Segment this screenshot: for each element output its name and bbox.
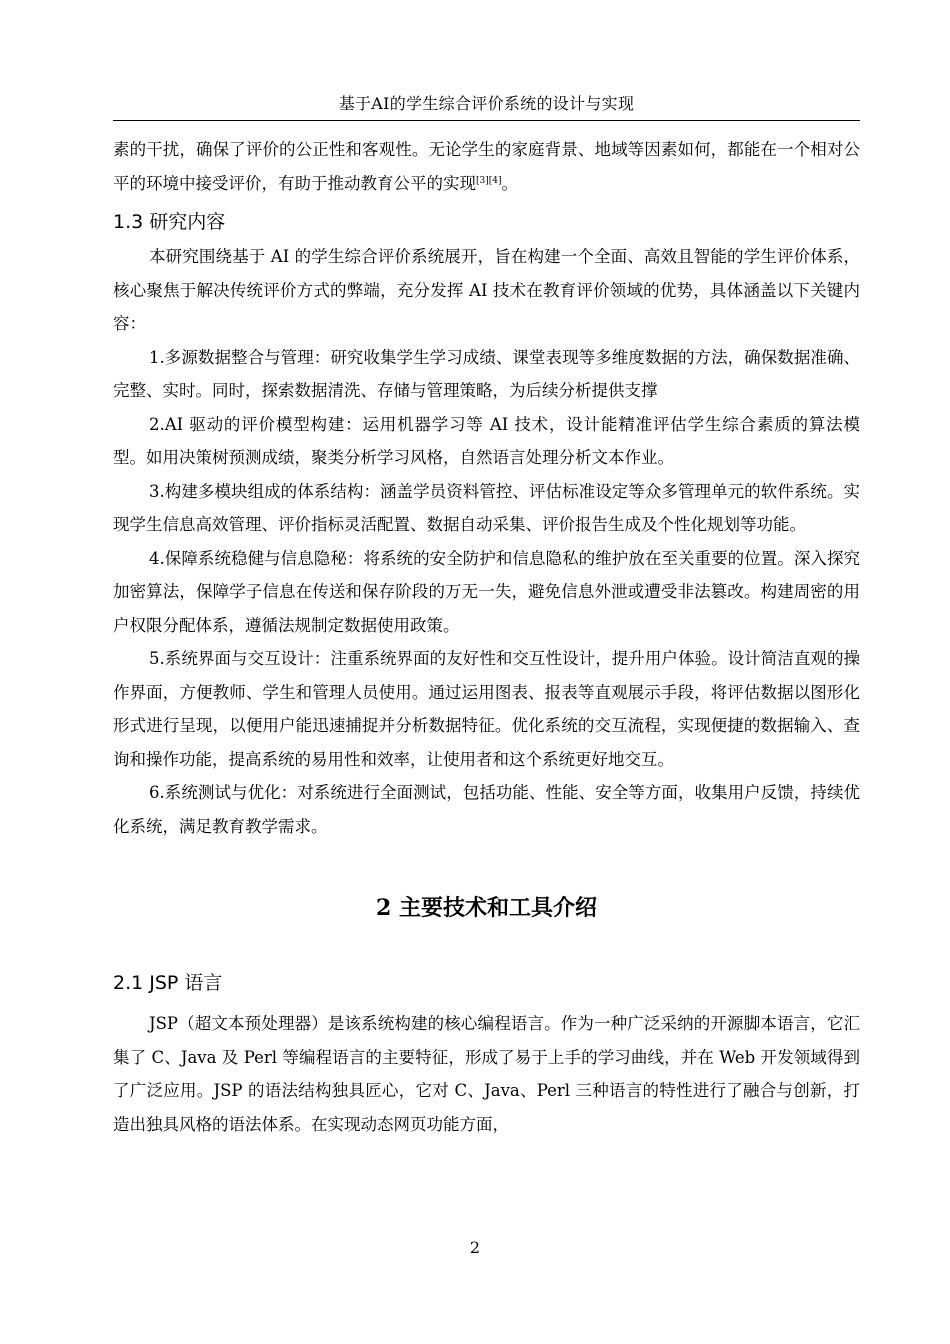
intro-paragraph <box>113 133 860 200</box>
jsp-paragraph: JSP（超文本预处理器）是该系统构建的核心编程语言。作为一种广泛采纳的开源脚本语言，它汇集了 C、Java 及 Perl 等编程语言的主要特征，形成了易于上手的学习曲线，并在 Web 开发领域得到了广泛应用。JSP 的语法结构独具匠心，它对 C、Java、Perl 三种语言的特性进行了融合与创新，打造出独具风格的语法体系。在实现动态网页功能方面， <box>113 1014 860 1134</box>
chapter-heading-2: 2 主要技术和工具介绍 <box>376 895 597 921</box>
intro-end: 。 <box>501 173 518 193</box>
running-header: 基于AI的学生综合评价系统的设计与实现 <box>338 94 635 113</box>
research-item-4: 4.保障系统稳健与信息隐秘：将系统的安全防护和信息隐私的维护放在至关重要的位置。深入探究加密算法，保障学子信息在传送和保存阶段的万无一失，避免信息外泄或遭受非法篡改。构建周密的用户权限分配体系，遵循法规制定数据使用政策。 <box>113 548 860 635</box>
research-item-3: 3.构建多模块组成的体系结构：涵盖学员资料管控、评估标准设定等众多管理单元的软件系统。实现学生信息高效管理、评价指标灵活配置、数据自动采集、评价报告生成及个性化规划等功能。 <box>113 481 860 534</box>
intro-text: 素的干扰，确保了评价的公正性和客观性。无论学生的家庭背景、地域等因素如何，都能在一个相对公平的环境中接受评价，有助于推动教育公平的实现 <box>113 140 860 193</box>
header-rule <box>113 120 860 121</box>
page-number: 2 <box>469 1238 481 1257</box>
research-item-2: 2.AI 驱动的评价模型构建：运用机器学习等 AI 技术，设计能精准评估学生综合素质的算法模型。如用决策树预测成绩，聚类分析学习风格，自然语言处理分析文本作业。 <box>113 414 860 467</box>
research-item-5: 5.系统界面与交互设计：注重系统界面的友好性和交互性设计，提升用户体验。设计简洁直观的操作界面，方便教师、学生和管理人员使用。通过运用图表、报表等直观展示手段，将评估数据以图形化形式进行呈现，以便用户能迅速捕捉并分析数据特征。优化系统的交互流程，实现便捷的数据输入、查询和操作功能，提高系统的易用性和效率，让使用者和这个系统更好地交互。 <box>113 649 860 769</box>
research-item-6: 6.系统测试与优化：对系统进行全面测试，包括功能、性能、安全等方面，收集用户反馈，持续优化系统，满足教育教学需求。 <box>113 783 860 836</box>
document-body <box>113 133 860 1141</box>
research-item-1: 1.多源数据整合与管理：研究收集学生学习成绩、课堂表现等多维度数据的方法，确保数据准确、完整、实时。同时，探索数据清洗、存储与管理策略，为后续分析提供支撑 <box>113 347 860 400</box>
research-lead-paragraph: 本研究围绕基于 AI 的学生综合评价系统展开，旨在构建一个全面、高效且智能的学生评价体系，核心聚焦于解决传统评价方式的弊端，充分发挥 AI 技术在教育评价领域的优势，具体涵盖以下关键内容： <box>113 247 860 333</box>
section-heading-1-3: 1.3 研究内容 <box>113 211 226 233</box>
citation-ref: [3][4] <box>476 175 502 186</box>
section-heading-2-1: 2.1 JSP 语言 <box>113 972 223 994</box>
